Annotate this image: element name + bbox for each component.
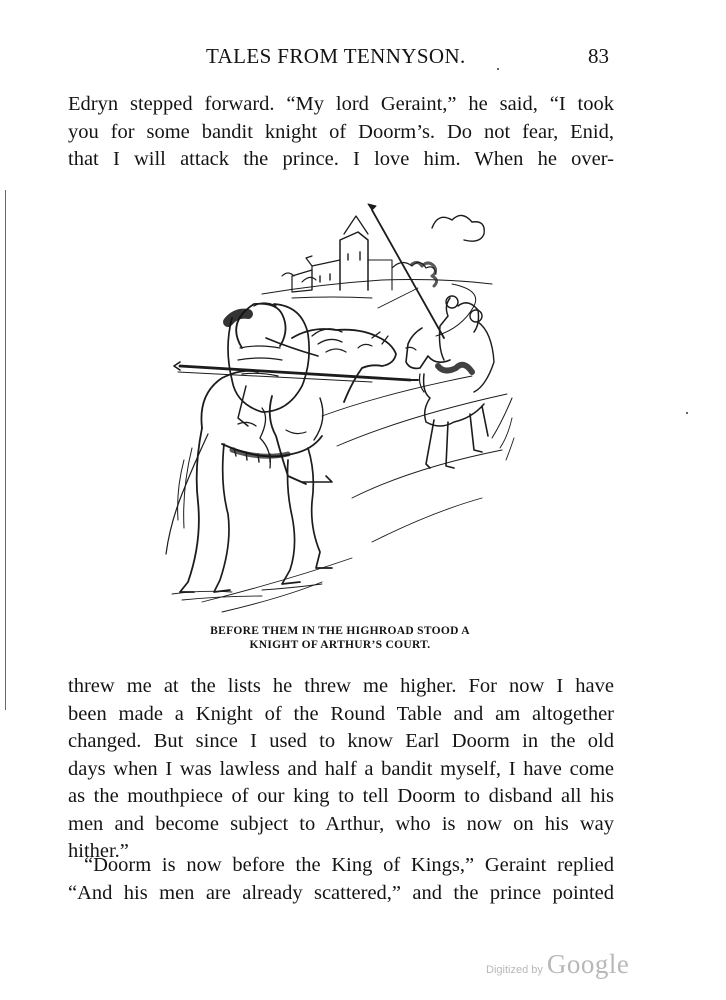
text-line: days when I was lawless and half a bandit myself, I have come: [68, 757, 614, 780]
text-line: as the mouthpiece of our king to tell Doorm to disband all his: [68, 785, 614, 807]
text-line: men and become subject to Arthur, who is now on his way: [68, 812, 614, 835]
scan-edge-line: [5, 190, 6, 710]
knights-engraving: [162, 198, 522, 616]
text-line: been made a Knight of the Round Table and am altogether: [68, 702, 614, 725]
caption-line: BEFORE THEM IN THE HIGHROAD STOOD A: [210, 625, 470, 637]
watermark-prefix: Digitized by: [486, 964, 543, 976]
text-line: “And his men are already scattered,” and the prince pointed: [68, 881, 614, 904]
page-header: [0, 44, 726, 74]
running-title: TALES FROM TENNYSON.: [206, 44, 466, 68]
text-line: “Doorm is now before the King of Kings,” Geraint replied: [84, 854, 614, 876]
text-line: you for some bandit knight of Doorm’s. Do not fear, Enid,: [68, 120, 614, 143]
figure-caption: [130, 624, 550, 652]
text-line: threw me at the lists he threw me higher. For now I have: [68, 675, 614, 697]
digitized-watermark: [486, 949, 629, 980]
paragraph-3: [68, 852, 614, 907]
text-line: Edryn stepped forward. “My lord Geraint,” he said, “I took: [68, 93, 614, 115]
scan-speck: [686, 412, 688, 414]
text-line: changed. But since I used to know Earl Doorm in the old: [68, 730, 614, 752]
google-logo: Google: [546, 949, 630, 979]
caption-line: KNIGHT OF ARTHUR’S COURT.: [249, 639, 431, 651]
illustration-knights: [162, 198, 522, 616]
text-line: that I will attack the prince. I love him. When he over-: [68, 148, 614, 170]
text-line: hither.”: [68, 840, 129, 862]
paragraph-2: [68, 673, 614, 866]
page-number: 83: [588, 44, 609, 68]
paragraph-1: [68, 91, 614, 174]
